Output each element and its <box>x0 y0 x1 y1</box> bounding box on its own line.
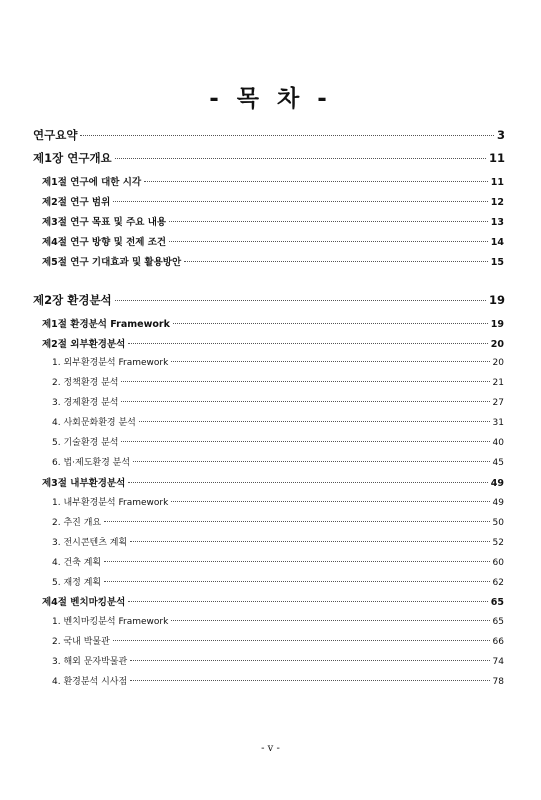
toc-entry-page: 49 <box>490 478 504 489</box>
toc-entry-page: 49 <box>492 498 504 508</box>
toc-entry-label: 제2장 환경분석 <box>33 293 112 307</box>
dot-leader <box>121 441 489 442</box>
toc-subitem[interactable] <box>52 435 504 448</box>
toc-entry-page: 31 <box>492 418 504 428</box>
toc-entry-page: 20 <box>492 358 504 368</box>
dot-leader <box>130 660 489 661</box>
dot-leader <box>169 221 488 222</box>
toc-chapter[interactable] <box>33 292 505 308</box>
toc-entry-label: 1. 벤치마킹분석 Framework <box>52 617 169 627</box>
toc-section[interactable] <box>42 174 504 188</box>
toc-entry-page: 65 <box>492 617 504 627</box>
toc-entry-label: 제5절 연구 기대효과 및 활용방안 <box>42 257 182 268</box>
toc-entry-label: 4. 사회문화환경 분석 <box>52 418 136 428</box>
dot-leader <box>113 640 490 641</box>
dot-leader <box>133 461 490 462</box>
dot-leader <box>173 323 488 324</box>
toc-subitem[interactable] <box>52 674 504 687</box>
dot-leader <box>169 241 488 242</box>
toc-entry-page: 65 <box>490 597 504 608</box>
toc-entry-label: 제4절 벤치마킹분석 <box>42 597 126 608</box>
dot-leader <box>139 421 490 422</box>
dot-leader <box>113 201 487 202</box>
dot-leader <box>104 561 489 562</box>
dot-leader <box>80 135 494 136</box>
toc-section[interactable] <box>42 254 504 268</box>
toc-entry-page: 78 <box>492 677 504 687</box>
toc-subitem[interactable] <box>52 575 504 588</box>
toc-entry-page: 15 <box>490 257 504 268</box>
toc-entry-page: 45 <box>492 458 504 468</box>
toc-subitem[interactable] <box>52 395 504 408</box>
toc-section[interactable] <box>42 336 504 350</box>
toc-entry-label: 제1절 환경분석 Framework <box>42 319 170 330</box>
toc-subitem[interactable] <box>52 515 504 528</box>
toc-subitem[interactable] <box>52 495 504 508</box>
toc-entry-label: 3. 해외 문자박물관 <box>52 657 128 667</box>
toc-entry-page: 60 <box>492 558 504 568</box>
toc-entry-label: 6. 법·제도환경 분석 <box>52 458 131 468</box>
toc-entry-label: 제3절 내부환경분석 <box>42 478 126 489</box>
toc-subitem[interactable] <box>52 555 504 568</box>
toc-subitem[interactable] <box>52 375 504 388</box>
dot-leader <box>128 601 487 602</box>
toc-section[interactable] <box>42 594 504 608</box>
toc-entry-page: 12 <box>490 197 504 208</box>
toc-section[interactable] <box>42 316 504 330</box>
toc-entry-label: 제1장 연구개요 <box>33 151 112 165</box>
dot-leader <box>121 401 489 402</box>
dot-leader <box>130 541 489 542</box>
dot-leader <box>121 381 489 382</box>
toc-subitem[interactable] <box>52 535 504 548</box>
toc-section[interactable] <box>42 194 504 208</box>
toc-entry-page: 50 <box>492 518 504 528</box>
toc-entry-page: 52 <box>492 538 504 548</box>
toc-entry-label: 1. 외부환경분석 Framework <box>52 358 169 368</box>
dot-leader <box>171 620 489 621</box>
dot-leader <box>130 680 489 681</box>
toc-section[interactable] <box>42 475 504 489</box>
toc-entry-label: 3. 경제환경 분석 <box>52 398 119 408</box>
toc-entry-page: 62 <box>492 578 504 588</box>
toc-entry-page: 3 <box>496 128 505 142</box>
toc-entry-label: 제4절 연구 방향 및 전제 조건 <box>42 237 167 248</box>
toc-subitem[interactable] <box>52 614 504 627</box>
dot-leader <box>104 521 489 522</box>
toc-entry-label: 제3절 연구 목표 및 주요 내용 <box>42 217 167 228</box>
toc-entry-label: 1. 내부환경분석 Framework <box>52 498 169 508</box>
toc-entry-label: 5. 기술환경 분석 <box>52 438 119 448</box>
dot-leader <box>115 158 486 159</box>
toc-entry-label: 제1절 연구에 대한 시각 <box>42 177 142 188</box>
dot-leader <box>171 501 489 502</box>
dot-leader <box>104 581 489 582</box>
toc-subitem[interactable] <box>52 355 504 368</box>
dot-leader <box>128 482 487 483</box>
toc-subitem[interactable] <box>52 415 504 428</box>
toc-entry-page: 40 <box>492 438 504 448</box>
toc-entry-label: 2. 국내 박물관 <box>52 637 110 647</box>
toc-entry-label: 2. 추진 개요 <box>52 518 102 528</box>
toc-entry-page: 27 <box>492 398 504 408</box>
dot-leader <box>144 181 488 182</box>
toc-entry-page: 19 <box>488 293 505 307</box>
toc-entry-label: 3. 전시콘텐츠 계획 <box>52 538 128 548</box>
toc-entry-page: 14 <box>490 237 504 248</box>
toc-entry-label: 제2절 외부환경분석 <box>42 339 126 350</box>
toc-chapter[interactable] <box>33 127 505 143</box>
dot-leader <box>115 300 486 301</box>
toc-subitem[interactable] <box>52 455 504 468</box>
toc-subitem[interactable] <box>52 654 504 667</box>
toc-entry-page: 13 <box>490 217 504 228</box>
toc-entry-label: 5. 재정 계획 <box>52 578 102 588</box>
toc-entry-page: 20 <box>490 339 504 350</box>
toc-entry-label: 제2절 연구 범위 <box>42 197 111 208</box>
toc-entry-page: 21 <box>492 378 504 388</box>
page-number-footer: - v - <box>261 743 280 754</box>
toc-entry-page: 11 <box>488 151 505 165</box>
toc-entry-label: 4. 환경분석 시사점 <box>52 677 128 687</box>
toc-entry-page: 11 <box>490 177 504 188</box>
toc-section[interactable] <box>42 234 504 248</box>
toc-entry-label: 연구요약 <box>33 128 78 142</box>
dot-leader <box>184 261 488 262</box>
toc-entry-label: 2. 정책환경 분석 <box>52 378 119 388</box>
page-title: - 목 차 - <box>209 86 332 112</box>
toc-entry-page: 74 <box>492 657 504 667</box>
toc-entry-page: 66 <box>492 637 504 647</box>
toc-section[interactable] <box>42 214 504 228</box>
toc-chapter[interactable] <box>33 150 505 166</box>
dot-leader <box>128 343 487 344</box>
dot-leader <box>171 361 489 362</box>
toc-entry-label: 4. 건축 계획 <box>52 558 102 568</box>
toc-subitem[interactable] <box>52 634 504 647</box>
toc-entry-page: 19 <box>490 319 504 330</box>
